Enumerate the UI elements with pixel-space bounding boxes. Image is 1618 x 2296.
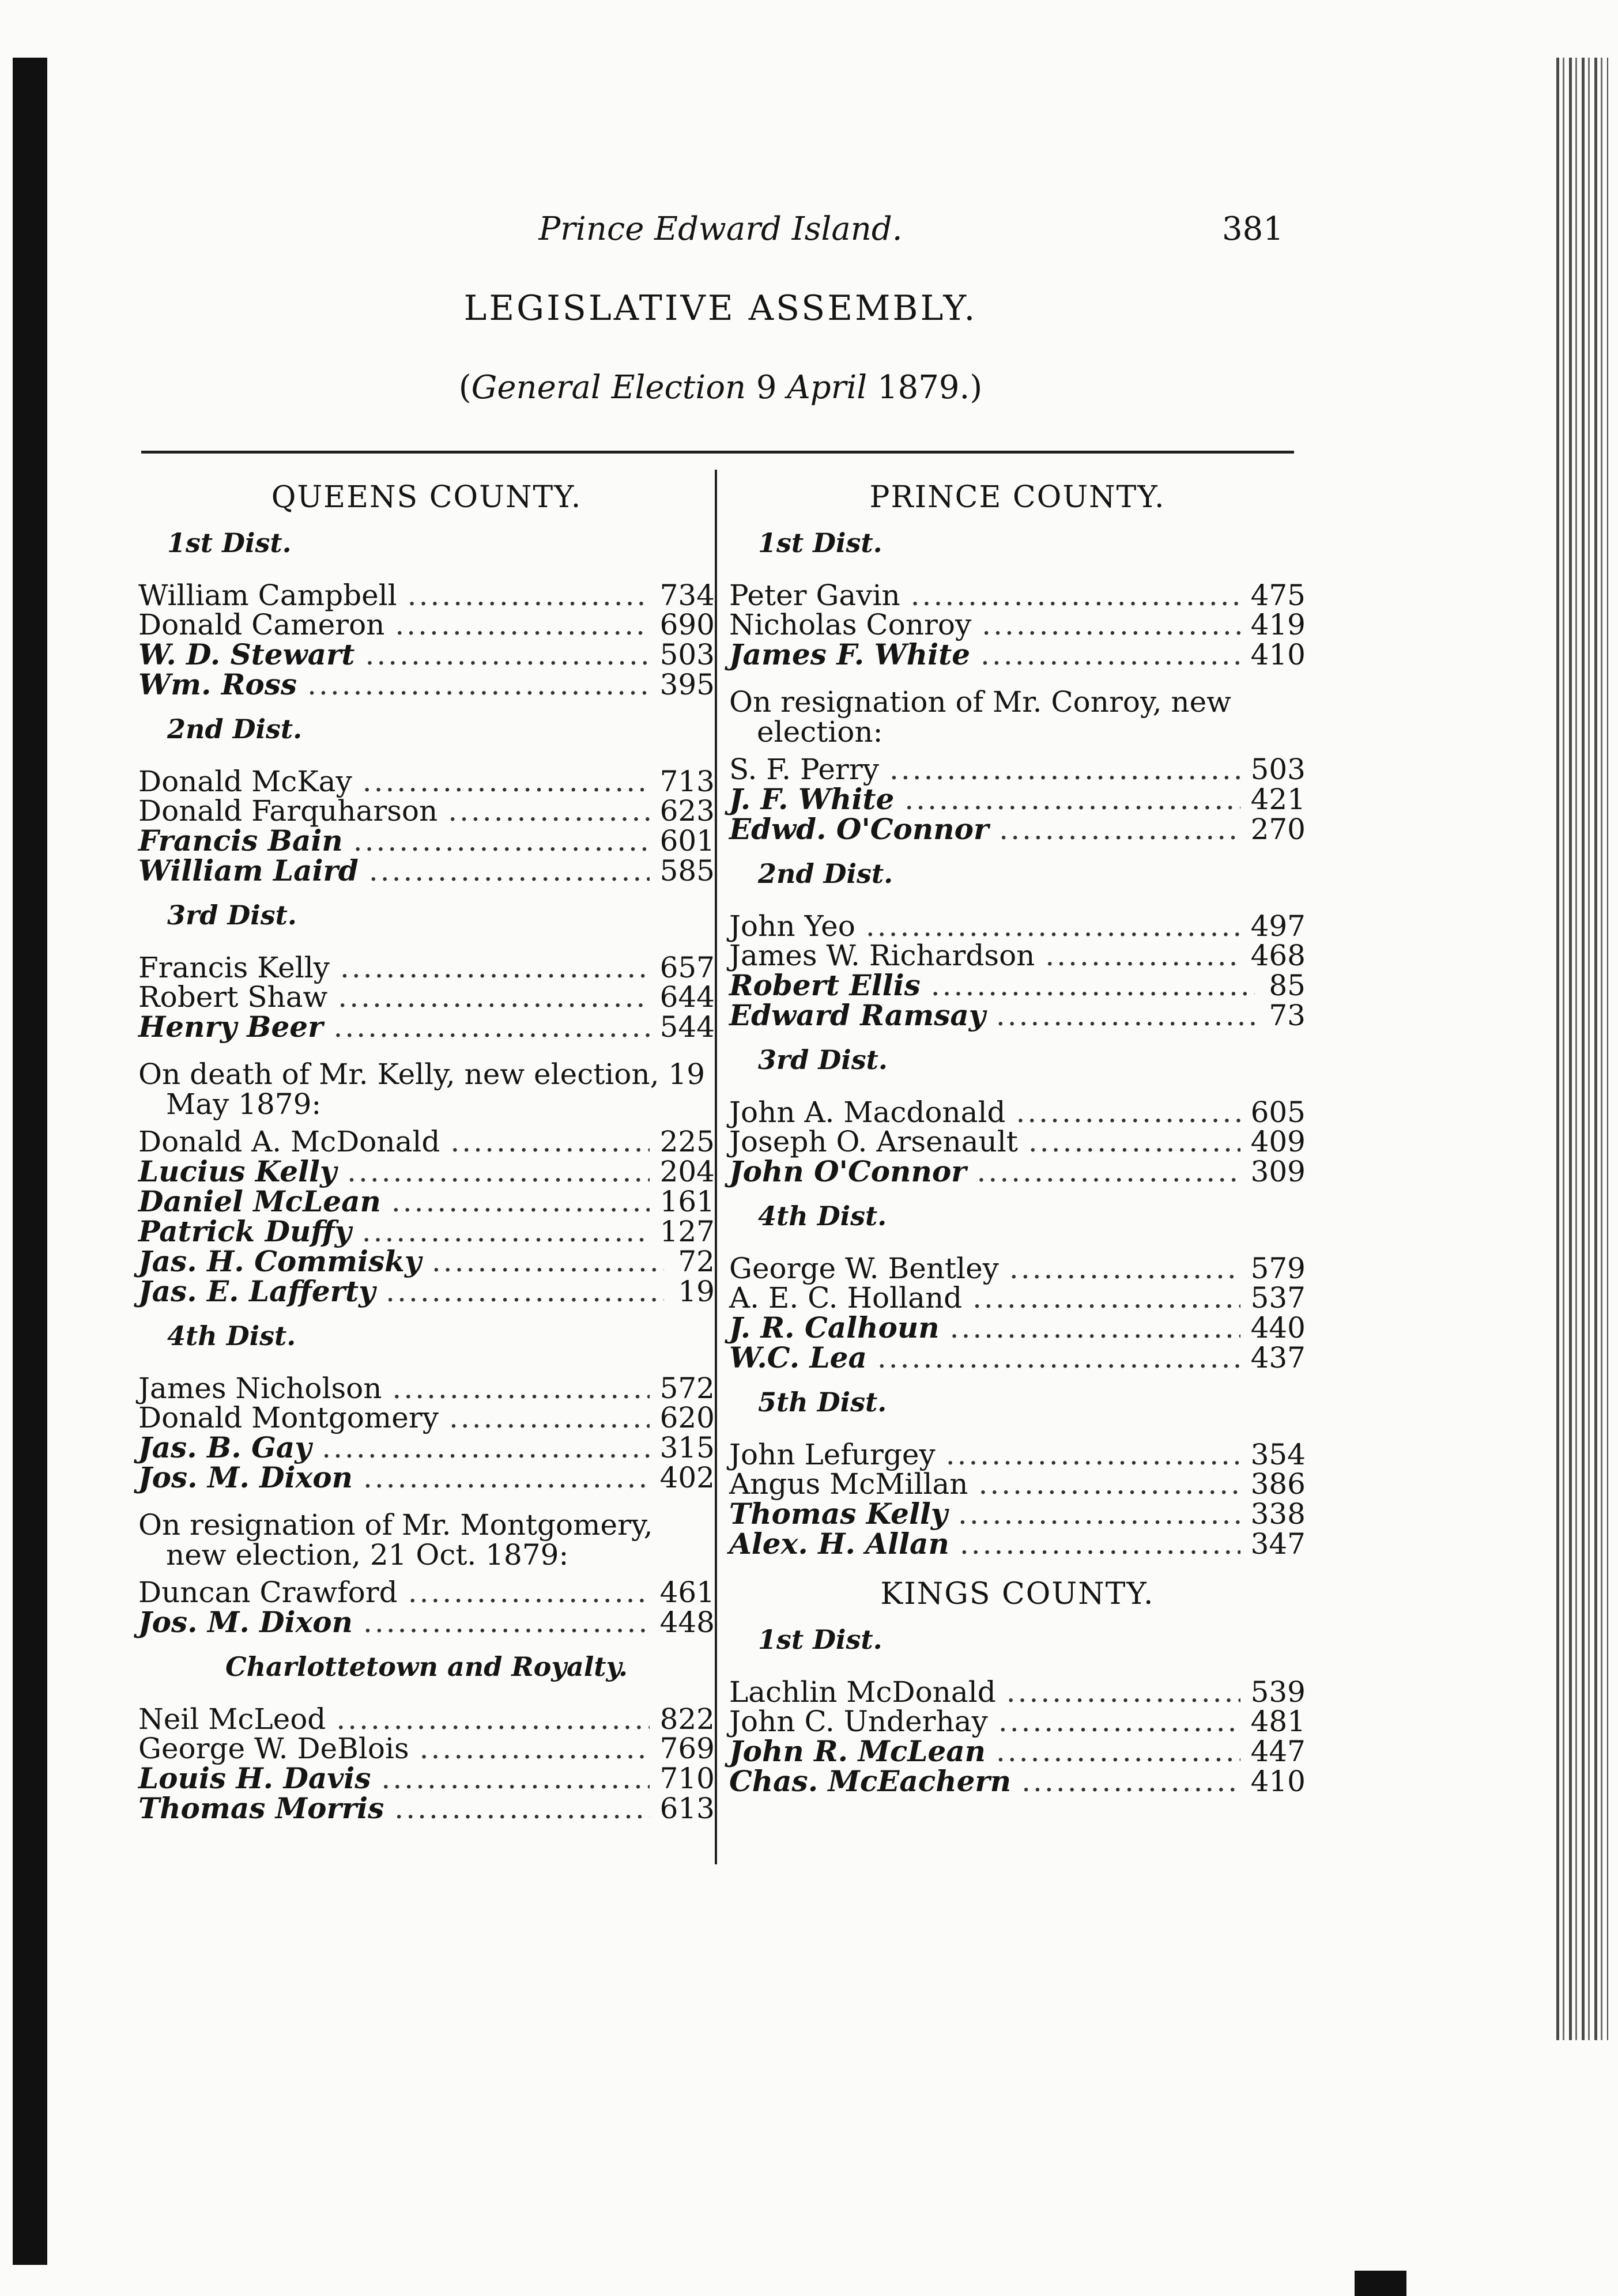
vote-count: 270 bbox=[1250, 813, 1306, 846]
leader-dots bbox=[420, 1734, 650, 1763]
district-heading: 1st Dist. bbox=[167, 527, 292, 558]
by-election-note: On death of Mr. Kelly, new election, 19 May 1879: bbox=[138, 1058, 706, 1121]
leader-dots bbox=[363, 1463, 650, 1493]
running-title: Prince Edward Island. bbox=[538, 210, 903, 248]
vote-count: 623 bbox=[659, 794, 715, 828]
vote-count: 409 bbox=[1250, 1125, 1306, 1158]
leader-dots bbox=[978, 1470, 1240, 1499]
candidate-row bbox=[138, 1578, 715, 1607]
election-day: 9 bbox=[746, 369, 787, 406]
candidate-row bbox=[729, 1154, 1306, 1188]
leader-dots bbox=[1021, 1767, 1240, 1796]
candidate-name: James W. Richardson bbox=[729, 939, 1035, 972]
candidate-row bbox=[138, 826, 715, 856]
vote-count: 605 bbox=[1250, 1096, 1306, 1129]
leader-dots bbox=[1009, 1254, 1240, 1283]
page-number: 381 bbox=[1222, 210, 1284, 248]
election-month: April bbox=[787, 369, 868, 406]
candidate-name: John A. Macdonald bbox=[729, 1096, 1006, 1129]
candidate-name: Daniel McLean bbox=[138, 1184, 381, 1218]
vote-count: 410 bbox=[1250, 638, 1306, 671]
district-heading: 1st Dist. bbox=[758, 527, 882, 558]
leader-dots bbox=[347, 1157, 649, 1187]
candidate-name: Angus McMillan bbox=[729, 1467, 968, 1501]
candidate-row bbox=[729, 1098, 1306, 1127]
vote-count: 690 bbox=[659, 608, 715, 641]
vote-count: 338 bbox=[1250, 1497, 1306, 1531]
leader-dots bbox=[394, 1794, 649, 1823]
leader-dots bbox=[960, 1530, 1240, 1559]
candidate-name: Jas. H. Commisky bbox=[138, 1244, 421, 1278]
district-heading: 4th Dist. bbox=[758, 1200, 887, 1232]
candidate-row bbox=[729, 1254, 1306, 1283]
candidate-name: Jos. M. Dixon bbox=[138, 1605, 353, 1639]
leader-dots bbox=[1016, 1098, 1240, 1127]
vote-count: 437 bbox=[1250, 1341, 1306, 1374]
candidate-name: J. R. Calhoun bbox=[729, 1311, 940, 1345]
candidate-row bbox=[138, 796, 715, 826]
leader-dots bbox=[996, 1001, 1255, 1030]
district-heading: 3rd Dist. bbox=[758, 1044, 888, 1075]
candidate-row bbox=[138, 1734, 715, 1763]
vote-count: 395 bbox=[659, 668, 715, 701]
leader-dots bbox=[365, 640, 649, 670]
leader-dots bbox=[333, 1013, 649, 1042]
candidate-name: Thomas Morris bbox=[138, 1791, 384, 1825]
vote-count: 657 bbox=[659, 951, 715, 984]
candidate-name: Duncan Crawford bbox=[138, 1576, 398, 1609]
candidate-name: John Lefurgey bbox=[729, 1438, 936, 1471]
candidate-row bbox=[138, 667, 715, 701]
vote-count: 402 bbox=[659, 1461, 715, 1494]
leader-dots bbox=[338, 983, 649, 1012]
district-heading: 2nd Dist. bbox=[167, 713, 303, 745]
candidate-row bbox=[138, 637, 715, 671]
candidate-row bbox=[138, 1274, 715, 1308]
leader-dots bbox=[950, 1313, 1240, 1343]
leader-dots bbox=[362, 1217, 650, 1247]
candidate-name: Jas. E. Lafferty bbox=[138, 1274, 376, 1308]
vote-count: 127 bbox=[659, 1215, 715, 1248]
candidate-name: Francis Bain bbox=[138, 824, 343, 858]
candidate-name: Peter Gavin bbox=[729, 579, 900, 612]
candidate-name: Edward Ramsay bbox=[729, 998, 986, 1032]
candidate-row bbox=[729, 637, 1306, 671]
election-subtitle bbox=[144, 369, 1297, 406]
vote-count: 822 bbox=[659, 1702, 715, 1736]
leader-dots bbox=[353, 826, 650, 856]
leader-dots bbox=[450, 1127, 649, 1157]
candidate-row bbox=[138, 1244, 715, 1278]
prince-kings-county-column bbox=[729, 467, 1306, 1796]
leader-dots bbox=[395, 610, 649, 640]
vote-count: 713 bbox=[659, 765, 715, 798]
candidate-row bbox=[729, 1000, 1306, 1030]
scan-edge-right bbox=[1556, 58, 1608, 2040]
candidate-name: John R. McLean bbox=[729, 1734, 986, 1768]
candidate-name: Donald A. McDonald bbox=[138, 1125, 440, 1158]
vote-count: 734 bbox=[659, 579, 715, 612]
candidate-row bbox=[729, 1529, 1306, 1559]
vote-count: 572 bbox=[659, 1372, 715, 1405]
candidate-row bbox=[729, 610, 1306, 640]
leader-dots bbox=[946, 1440, 1240, 1470]
vote-count: 620 bbox=[659, 1401, 715, 1434]
header-rule bbox=[141, 451, 1294, 454]
leader-dots bbox=[972, 1283, 1240, 1313]
vote-count: 73 bbox=[1269, 999, 1306, 1032]
leader-dots bbox=[336, 1705, 649, 1734]
leader-dots bbox=[363, 1608, 650, 1637]
column-divider bbox=[715, 470, 717, 1864]
candidate-row bbox=[138, 1702, 715, 1736]
candidate-name: Lachlin McDonald bbox=[729, 1675, 996, 1709]
vote-count: 309 bbox=[1250, 1155, 1306, 1188]
district-heading: 1st Dist. bbox=[758, 1624, 882, 1655]
vote-count: 447 bbox=[1250, 1735, 1306, 1768]
candidate-name: Henry Beer bbox=[138, 1010, 323, 1044]
vote-count: 85 bbox=[1269, 969, 1306, 1002]
candidate-row bbox=[138, 610, 715, 640]
vote-count: 585 bbox=[659, 854, 715, 888]
candidate-name: Donald Montgomery bbox=[138, 1401, 439, 1434]
election-prefix: ( bbox=[458, 369, 472, 406]
candidate-row bbox=[729, 784, 1306, 814]
leader-dots bbox=[866, 912, 1240, 941]
leader-dots bbox=[904, 785, 1240, 814]
leader-dots bbox=[982, 610, 1240, 640]
candidate-row bbox=[729, 1766, 1306, 1796]
candidate-row bbox=[138, 856, 715, 886]
candidate-row bbox=[138, 1154, 715, 1188]
candidate-name: James F. White bbox=[729, 637, 971, 671]
candidate-name: Patrick Duffy bbox=[138, 1214, 352, 1248]
candidate-name: Francis Kelly bbox=[138, 951, 330, 984]
leader-dots bbox=[408, 1578, 650, 1607]
vote-count: 601 bbox=[659, 824, 715, 858]
election-label: General Election bbox=[471, 369, 746, 406]
vote-count: 19 bbox=[678, 1275, 715, 1308]
leader-dots bbox=[369, 856, 650, 886]
candidate-row bbox=[138, 1763, 715, 1793]
candidate-row bbox=[138, 1127, 715, 1157]
candidate-row bbox=[729, 1736, 1306, 1766]
vote-count: 448 bbox=[659, 1606, 715, 1639]
leader-dots bbox=[911, 581, 1240, 610]
candidate-row bbox=[138, 1403, 715, 1433]
leader-dots bbox=[958, 1500, 1240, 1529]
vote-count: 468 bbox=[1250, 939, 1306, 972]
by-election-note: On resignation of Mr. Conroy, new election: bbox=[729, 685, 1231, 749]
candidate-name: Chas. McEachern bbox=[729, 1764, 1012, 1798]
candidate-name: Robert Ellis bbox=[729, 968, 921, 1002]
vote-count: 710 bbox=[659, 1762, 715, 1795]
candidate-name: Neil McLeod bbox=[138, 1702, 326, 1736]
vote-count: 461 bbox=[659, 1576, 715, 1609]
candidate-row bbox=[729, 814, 1306, 844]
candidate-name: J. F. White bbox=[729, 782, 895, 816]
leader-dots bbox=[889, 755, 1240, 784]
by-election-note: On resignation of Mr. Montgomery, new election, 21 Oct. 1879: bbox=[138, 1508, 653, 1572]
leader-dots bbox=[307, 670, 649, 700]
candidate-name: Thomas Kelly bbox=[729, 1497, 948, 1531]
district-heading: 5th Dist. bbox=[758, 1387, 887, 1418]
candidate-name: W. D. Stewart bbox=[138, 637, 355, 671]
vote-count: 386 bbox=[1250, 1467, 1306, 1501]
candidate-name: John O'Connor bbox=[729, 1154, 967, 1188]
leader-dots bbox=[877, 1343, 1240, 1373]
leader-dots bbox=[1028, 1127, 1240, 1157]
candidate-row bbox=[138, 581, 715, 610]
vote-count: 354 bbox=[1250, 1438, 1306, 1471]
candidate-name: Donald Cameron bbox=[138, 608, 385, 641]
candidate-row bbox=[138, 1184, 715, 1218]
district-heading: Charlottetown and Royalty. bbox=[225, 1651, 628, 1682]
vote-count: 544 bbox=[659, 1010, 715, 1044]
candidate-name: John Yeo bbox=[729, 909, 855, 943]
vote-count: 503 bbox=[1250, 753, 1306, 786]
candidate-row bbox=[138, 1374, 715, 1403]
leader-dots bbox=[998, 1707, 1240, 1736]
candidate-name: Jas. B. Gay bbox=[138, 1430, 312, 1464]
candidate-row bbox=[138, 1607, 715, 1637]
vote-count: 579 bbox=[1250, 1252, 1306, 1285]
queens-county-column bbox=[138, 467, 715, 1823]
vote-count: 225 bbox=[659, 1125, 715, 1158]
vote-count: 769 bbox=[659, 1732, 715, 1765]
vote-count: 475 bbox=[1250, 579, 1306, 612]
candidate-name: Edwd. O'Connor bbox=[729, 812, 989, 846]
election-year: 1879.) bbox=[867, 369, 983, 406]
county-heading: PRINCE COUNTY. bbox=[869, 480, 1166, 515]
candidate-row bbox=[729, 1675, 1306, 1709]
county-heading: QUEENS COUNTY. bbox=[271, 480, 582, 515]
candidate-name: Donald McKay bbox=[138, 765, 352, 798]
district-heading: 2nd Dist. bbox=[758, 858, 893, 889]
vote-count: 72 bbox=[678, 1245, 715, 1278]
vote-count: 481 bbox=[1250, 1705, 1306, 1738]
vote-count: 613 bbox=[659, 1792, 715, 1825]
leader-dots bbox=[391, 1187, 650, 1217]
scan-mark-bottom bbox=[1355, 2271, 1406, 2296]
candidate-name: George W. DeBlois bbox=[138, 1732, 409, 1765]
candidate-name: Alex. H. Allan bbox=[729, 1527, 949, 1561]
candidate-name: John C. Underhay bbox=[729, 1705, 988, 1738]
candidate-row bbox=[729, 1313, 1306, 1343]
district-heading: 4th Dist. bbox=[167, 1320, 296, 1351]
candidate-row bbox=[729, 755, 1306, 784]
candidate-row bbox=[138, 1430, 715, 1464]
leader-dots bbox=[448, 796, 649, 826]
leader-dots bbox=[1045, 941, 1240, 970]
candidate-row bbox=[729, 1440, 1306, 1470]
candidate-row bbox=[138, 1793, 715, 1823]
candidate-row bbox=[729, 1127, 1306, 1157]
leader-dots bbox=[931, 971, 1255, 1000]
candidate-row bbox=[729, 909, 1306, 943]
vote-count: 644 bbox=[659, 980, 715, 1014]
leader-dots bbox=[408, 581, 650, 610]
candidate-row bbox=[729, 581, 1306, 610]
candidate-row bbox=[729, 1467, 1306, 1501]
vote-count: 419 bbox=[1250, 608, 1306, 641]
leader-dots bbox=[322, 1433, 649, 1463]
candidate-name: Joseph O. Arsenault bbox=[729, 1125, 1018, 1158]
candidate-row bbox=[138, 1460, 715, 1494]
vote-count: 503 bbox=[659, 638, 715, 671]
vote-count: 347 bbox=[1250, 1527, 1306, 1561]
leader-dots bbox=[449, 1403, 650, 1433]
candidate-row bbox=[729, 941, 1306, 970]
candidate-row bbox=[138, 1012, 715, 1042]
leader-dots bbox=[977, 1157, 1240, 1187]
leader-dots bbox=[1006, 1678, 1240, 1707]
leader-dots bbox=[392, 1374, 649, 1403]
leader-dots bbox=[381, 1764, 649, 1793]
candidate-name: W.C. Lea bbox=[729, 1340, 867, 1374]
leader-dots bbox=[432, 1247, 664, 1277]
candidate-name: James Nicholson bbox=[138, 1372, 382, 1405]
vote-count: 539 bbox=[1250, 1675, 1306, 1709]
candidate-row bbox=[729, 1340, 1306, 1374]
candidate-name: A. E. C. Holland bbox=[729, 1281, 963, 1315]
leader-dots bbox=[980, 640, 1240, 670]
vote-count: 161 bbox=[659, 1185, 715, 1218]
candidate-name: Donald Farquharson bbox=[138, 794, 438, 828]
vote-count: 421 bbox=[1250, 783, 1306, 816]
candidate-row bbox=[138, 980, 715, 1014]
vote-count: 497 bbox=[1250, 909, 1306, 943]
candidate-name: Nicholas Conroy bbox=[729, 608, 972, 641]
vote-count: 410 bbox=[1250, 1765, 1306, 1798]
candidate-name: S. F. Perry bbox=[729, 753, 879, 786]
vote-count: 537 bbox=[1250, 1281, 1306, 1315]
leader-dots bbox=[999, 815, 1240, 844]
candidate-row bbox=[729, 1707, 1306, 1736]
candidate-name: Louis H. Davis bbox=[138, 1761, 371, 1795]
candidate-name: Jos. M. Dixon bbox=[138, 1460, 353, 1494]
candidate-name: Wm. Ross bbox=[138, 667, 297, 701]
page-title: LEGISLATIVE ASSEMBLY. bbox=[463, 288, 978, 328]
leader-dots bbox=[363, 767, 650, 796]
candidate-name: William Campbell bbox=[138, 579, 397, 612]
candidate-name: George W. Bentley bbox=[729, 1252, 999, 1285]
candidate-row bbox=[138, 953, 715, 983]
county-heading: KINGS COUNTY. bbox=[880, 1577, 1155, 1611]
candidate-name: William Laird bbox=[138, 854, 359, 888]
candidate-row bbox=[729, 970, 1306, 1000]
scan-edge-left bbox=[13, 58, 47, 2265]
candidate-row bbox=[729, 1283, 1306, 1313]
leader-dots bbox=[386, 1277, 664, 1306]
candidate-name: Robert Shaw bbox=[138, 980, 328, 1014]
candidate-row bbox=[138, 767, 715, 796]
district-heading: 3rd Dist. bbox=[167, 900, 297, 931]
vote-count: 440 bbox=[1250, 1311, 1306, 1345]
candidate-row bbox=[729, 1499, 1306, 1529]
leader-dots bbox=[996, 1737, 1240, 1766]
candidate-row bbox=[138, 1214, 715, 1248]
vote-count: 204 bbox=[659, 1155, 715, 1188]
candidate-name: Lucius Kelly bbox=[138, 1154, 337, 1188]
leader-dots bbox=[340, 953, 650, 983]
vote-count: 315 bbox=[659, 1431, 715, 1464]
